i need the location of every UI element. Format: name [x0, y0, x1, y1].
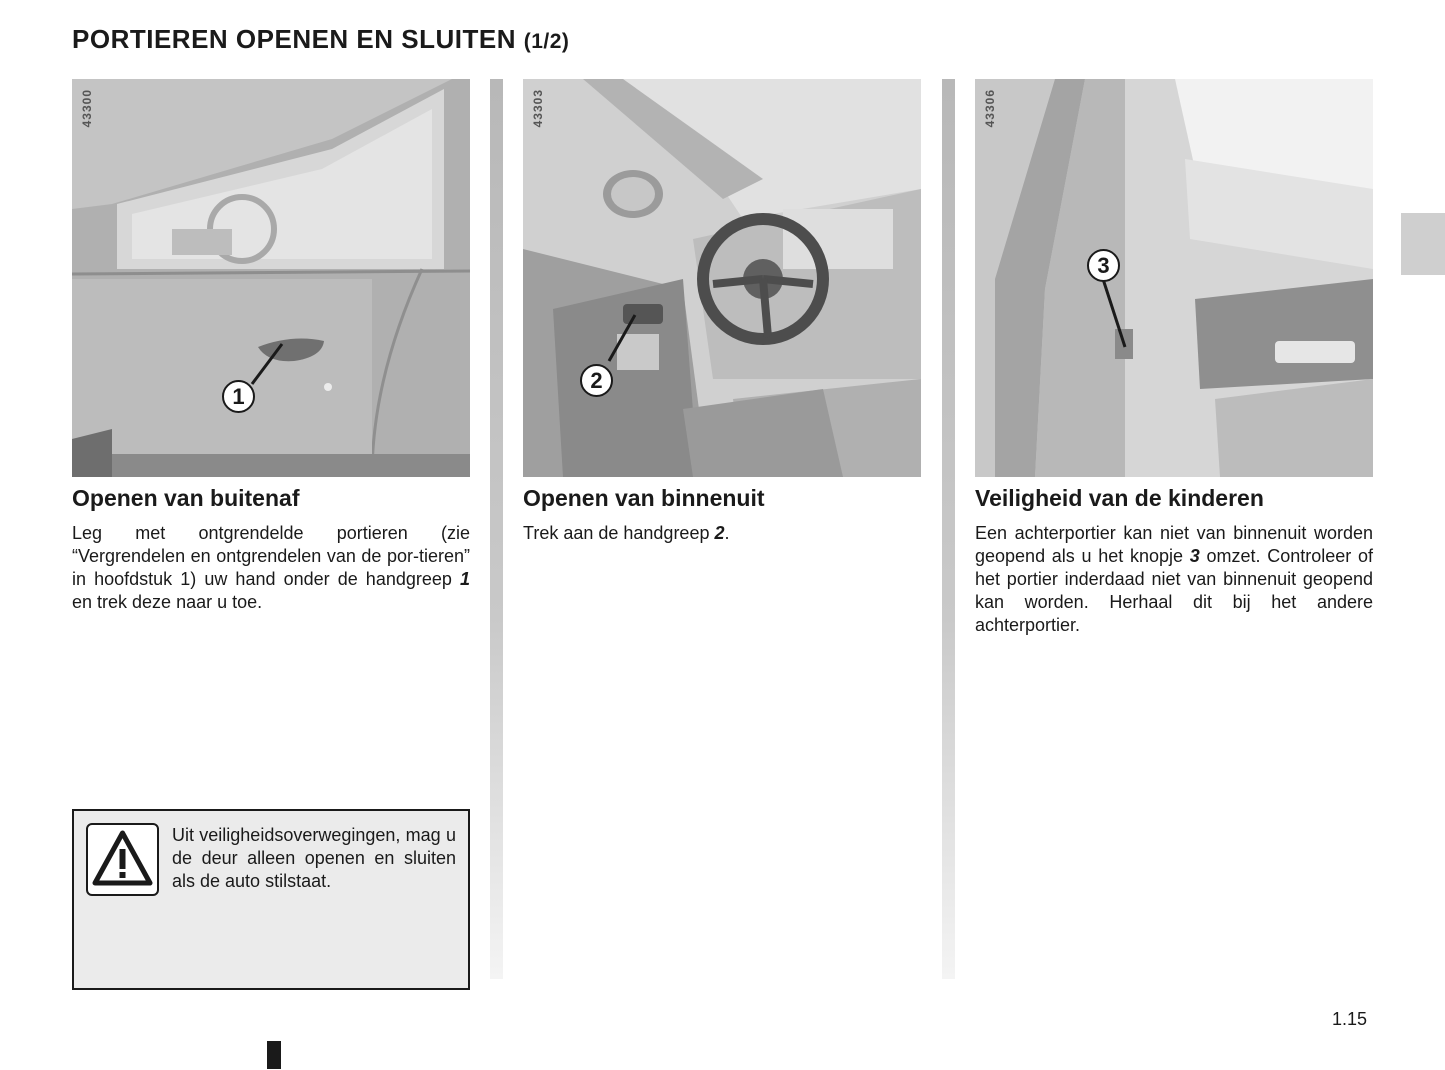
- page-title-part: (1/2): [523, 30, 570, 53]
- section-outside-opening: [72, 79, 470, 614]
- page-title-text: PORTIEREN OPENEN EN SLUITEN: [72, 24, 516, 54]
- interior-handle-illustration: [523, 79, 921, 477]
- warning-text: Uit veiligheidsoverwegingen, mag u de deur alleen openen en sluiten als de auto stilstaat.: [172, 825, 456, 891]
- section-body: Leg met ontgrendelde portieren (zie “Vergrendelen en ontgrendelen van de por-tieren” in hoofdstuk 1) uw hand onder de handgreep 1 en trek deze naar u toe.: [72, 523, 470, 612]
- section-inside-opening: [523, 79, 921, 545]
- warning-box: [72, 809, 470, 990]
- photo-child-lock: [975, 79, 1373, 477]
- photo-code: 43306: [983, 89, 997, 128]
- callout-2: 2: [580, 364, 613, 397]
- section-child-safety: [975, 79, 1373, 637]
- section-heading: Openen van binnenuit: [523, 485, 765, 511]
- chapter-tab: [1401, 213, 1445, 275]
- column-divider-1: [490, 79, 503, 979]
- section-body: Trek aan de handgreep 2.: [523, 523, 730, 543]
- print-mark: [267, 1041, 281, 1069]
- column-divider-2: [942, 79, 955, 979]
- exterior-door-illustration: [72, 79, 470, 477]
- photo-code: 43300: [80, 89, 94, 128]
- page-number: 1.15: [1332, 1009, 1368, 1029]
- section-heading: Openen van buitenaf: [72, 485, 300, 511]
- callout-3: 3: [1087, 249, 1120, 282]
- page-title: [72, 24, 569, 55]
- callout-1: 1: [222, 380, 255, 413]
- child-lock-illustration: [975, 79, 1373, 477]
- warning-triangle-icon: [86, 823, 159, 896]
- section-heading: Veiligheid van de kinderen: [975, 485, 1264, 511]
- section-body: Een achterportier kan niet van binnenuit worden geopend als u het knopje 3 omzet. Controleer of het portier inderdaad niet van binnenuit geopend kan worden. Herhaal dit bij het andere achterportier.: [975, 523, 1373, 635]
- photo-exterior-door: [72, 79, 470, 477]
- photo-interior-handle: [523, 79, 921, 477]
- photo-code: 43303: [531, 89, 545, 128]
